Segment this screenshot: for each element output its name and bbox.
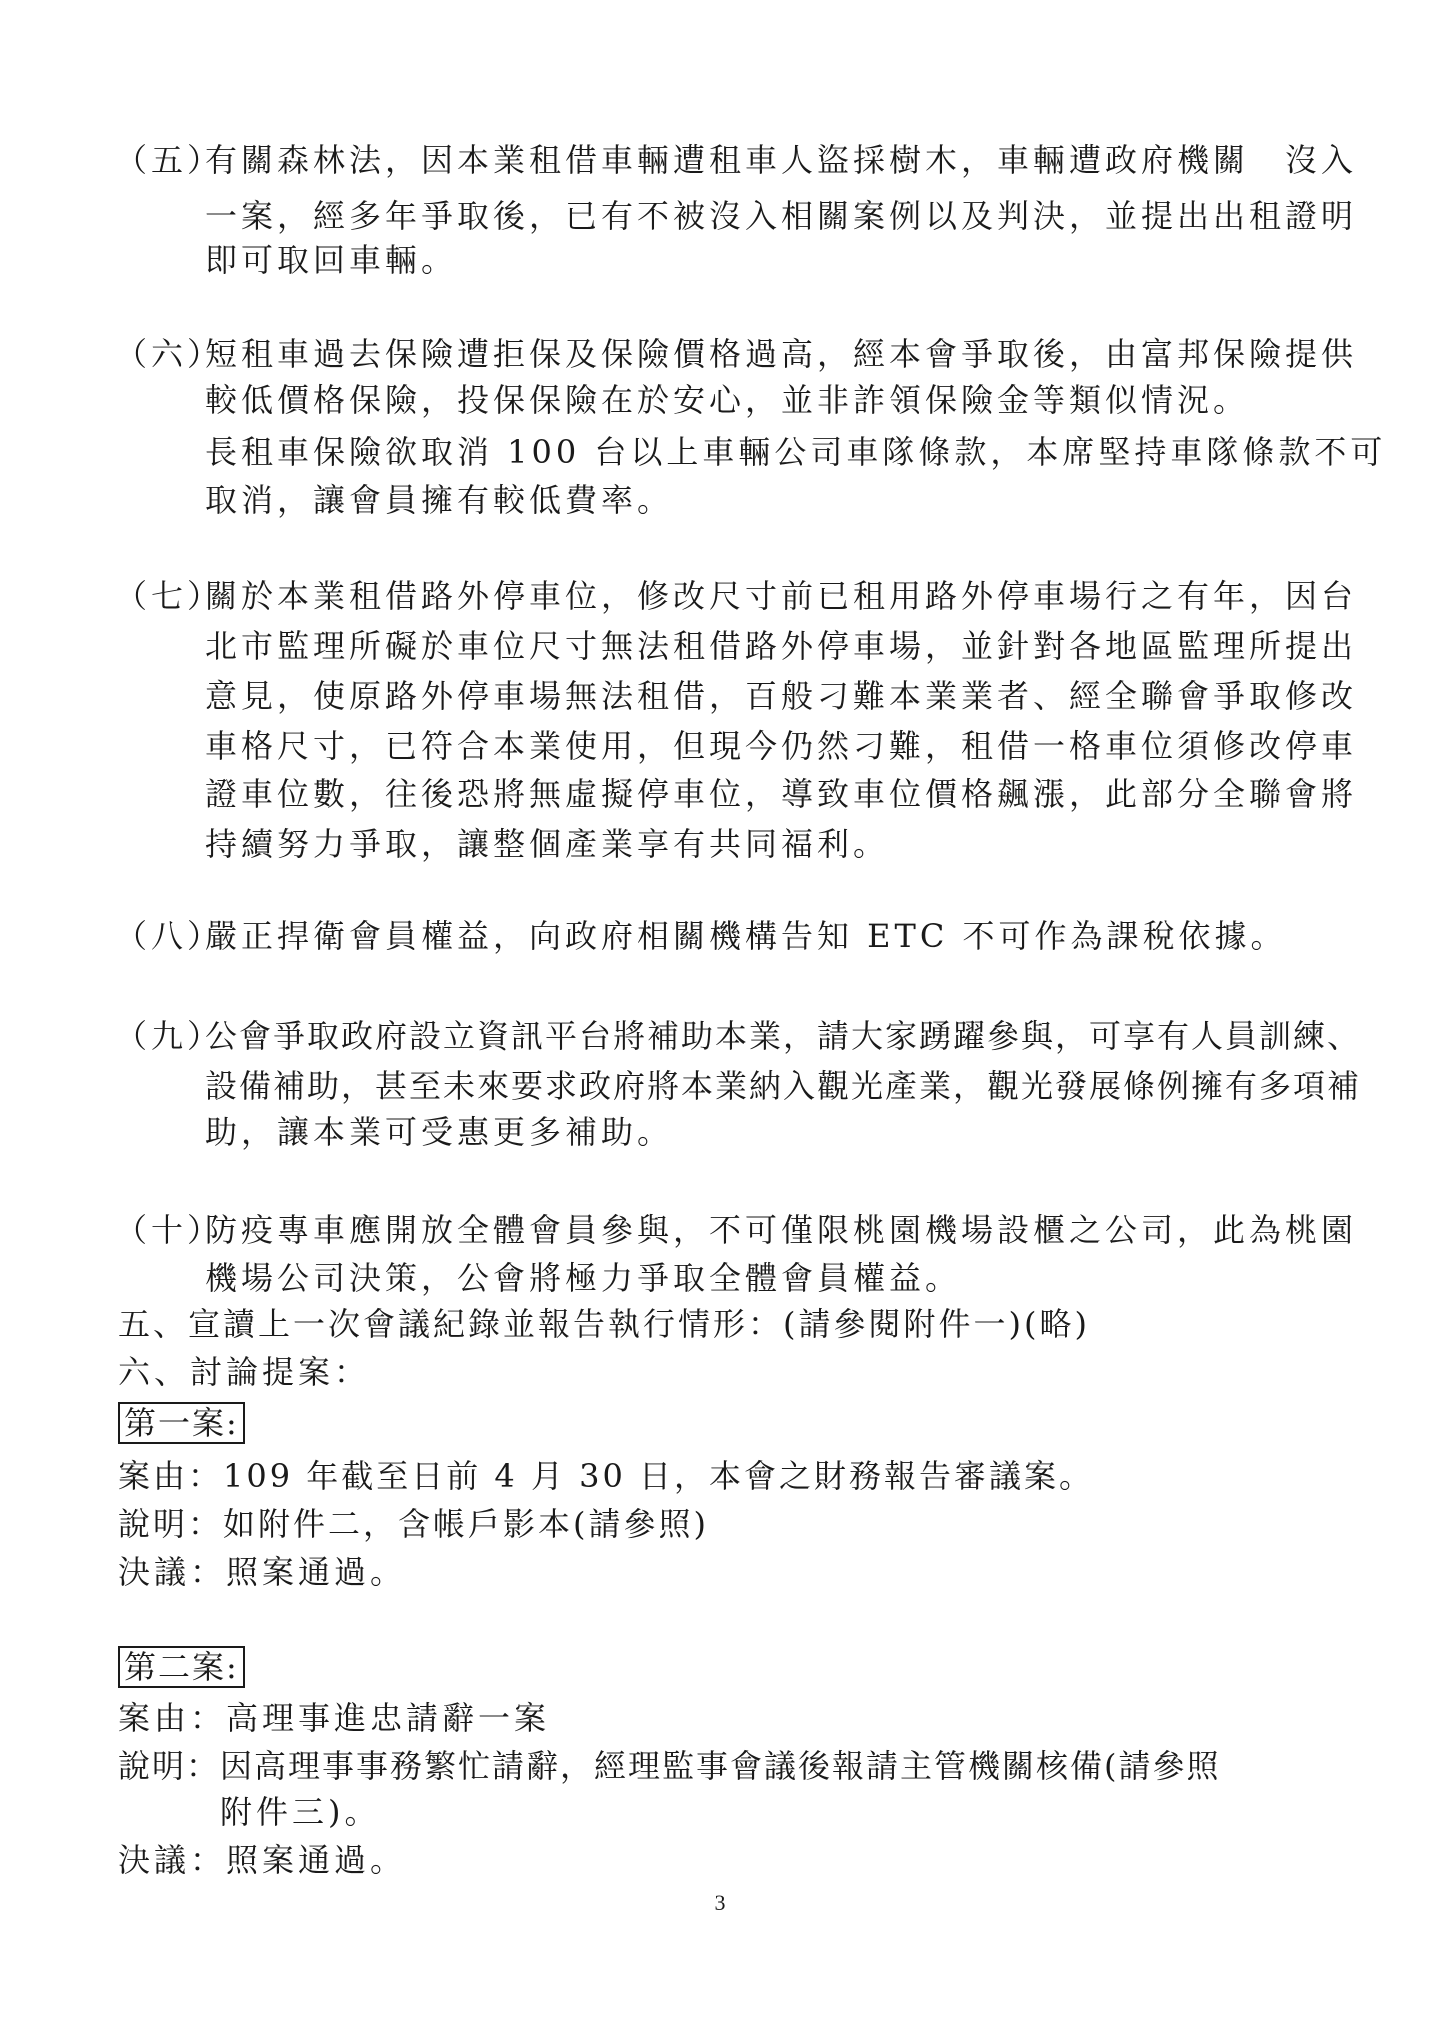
page-number: 3 — [714, 1890, 726, 1915]
item-eight-line-1: 嚴正捍衛會員權益，向政府相關機構告知 ETC 不可作為課稅依據。 — [205, 917, 1287, 955]
item-seven-line-5: 證車位數，往後恐將無虛擬停車位，導致車位價格飆漲，此部分全聯會將 — [205, 775, 1358, 813]
item-six-line-2: 較低價格保險，投保保險在於安心，並非詐領保險金等類似情況。 — [205, 381, 1250, 419]
case-two-title-box: 第二案: — [118, 1646, 245, 1688]
item-six-line-3: 長租車保險欲取消 100 台以上車輛公司車隊條款，本席堅持車隊條款不可 — [205, 433, 1387, 471]
case-one-title-box: 第一案: — [118, 1402, 245, 1444]
item-nine-line-3: 助，讓本業可受惠更多補助。 — [205, 1113, 674, 1151]
item-eight-label: （八） — [115, 917, 224, 955]
case-two-explanation-line-2: 附件三)。 — [220, 1793, 381, 1831]
item-five-line-3: 即可取回車輛。 — [205, 241, 458, 279]
item-five-line-1: 有關森林法，因本業租借車輛遭租車人盜採樹木，車輛遭政府機關 沒入 — [205, 141, 1358, 179]
item-seven-line-3: 意見，使原路外停車場無法租借，百般刁難本業業者、經全聯會爭取修改 — [205, 677, 1358, 715]
item-seven-line-4: 車格尺寸，已符合本業使用，但現今仍然刁難，租借一格車位須修改停車 — [205, 727, 1358, 765]
case-one-reason: 案由：109 年截至日前 4 月 30 日，本會之財務報告審議案。 — [118, 1457, 1095, 1495]
item-seven-line-2: 北市監理所礙於車位尺寸無法租借路外停車場，並針對各地區監理所提出 — [205, 627, 1358, 665]
case-two-reason: 案由：高理事進忠請辭一案 — [118, 1699, 551, 1737]
item-ten-label: （十） — [115, 1211, 224, 1249]
item-six-line-1: 短租車過去保險遭拒保及保險價格過高，經本會爭取後，由富邦保險提供 — [205, 335, 1358, 373]
case-one-title — [118, 1402, 245, 1444]
section-six-heading: 六、討論提案： — [118, 1353, 371, 1391]
case-two-explanation-line-1: 說明：因高理事事務繁忙請辭，經理監事會議後報請主管機關核備(請參照 — [118, 1747, 1221, 1785]
item-seven-label: （七） — [115, 577, 224, 615]
item-ten-line-2: 機場公司決策，公會將極力爭取全體會員權益。 — [205, 1259, 962, 1297]
item-nine-line-2: 設備補助，甚至未來要求政府將本業納入觀光產業，觀光發展條例擁有多項補 — [205, 1067, 1362, 1105]
item-five-label: （五） — [115, 141, 224, 179]
item-five-line-2: 一案，經多年爭取後，已有不被沒入相關案例以及判決，並提出出租證明 — [205, 197, 1358, 235]
case-one-explanation: 說明：如附件二，含帳戶影本(請參照) — [118, 1505, 709, 1543]
item-seven-line-1: 關於本業租借路外停車位，修改尺寸前已租用路外停車場行之有年，因台 — [205, 577, 1358, 615]
item-six-line-4: 取消，讓會員擁有較低費率。 — [205, 481, 674, 519]
case-one-resolution: 決議：照案通過。 — [118, 1553, 407, 1591]
case-two-title — [118, 1646, 245, 1688]
item-seven-line-6: 持續努力爭取，讓整個產業享有共同福利。 — [205, 825, 890, 863]
item-nine-label: （九） — [115, 1017, 224, 1055]
case-two-resolution: 決議：照案通過。 — [118, 1841, 407, 1879]
item-six-label: （六） — [115, 335, 224, 373]
item-nine-line-1: 公會爭取政府設立資訊平台將補助本業，請大家踴躍參與，可享有人員訓練、 — [205, 1017, 1362, 1055]
item-ten-line-1: 防疫專車應開放全體會員參與，不可僅限桃園機場設櫃之公司，此為桃園 — [205, 1211, 1358, 1249]
section-five-heading: 五、宣讀上一次會議紀錄並報告執行情形：(請參閱附件一)(略) — [118, 1305, 1090, 1343]
